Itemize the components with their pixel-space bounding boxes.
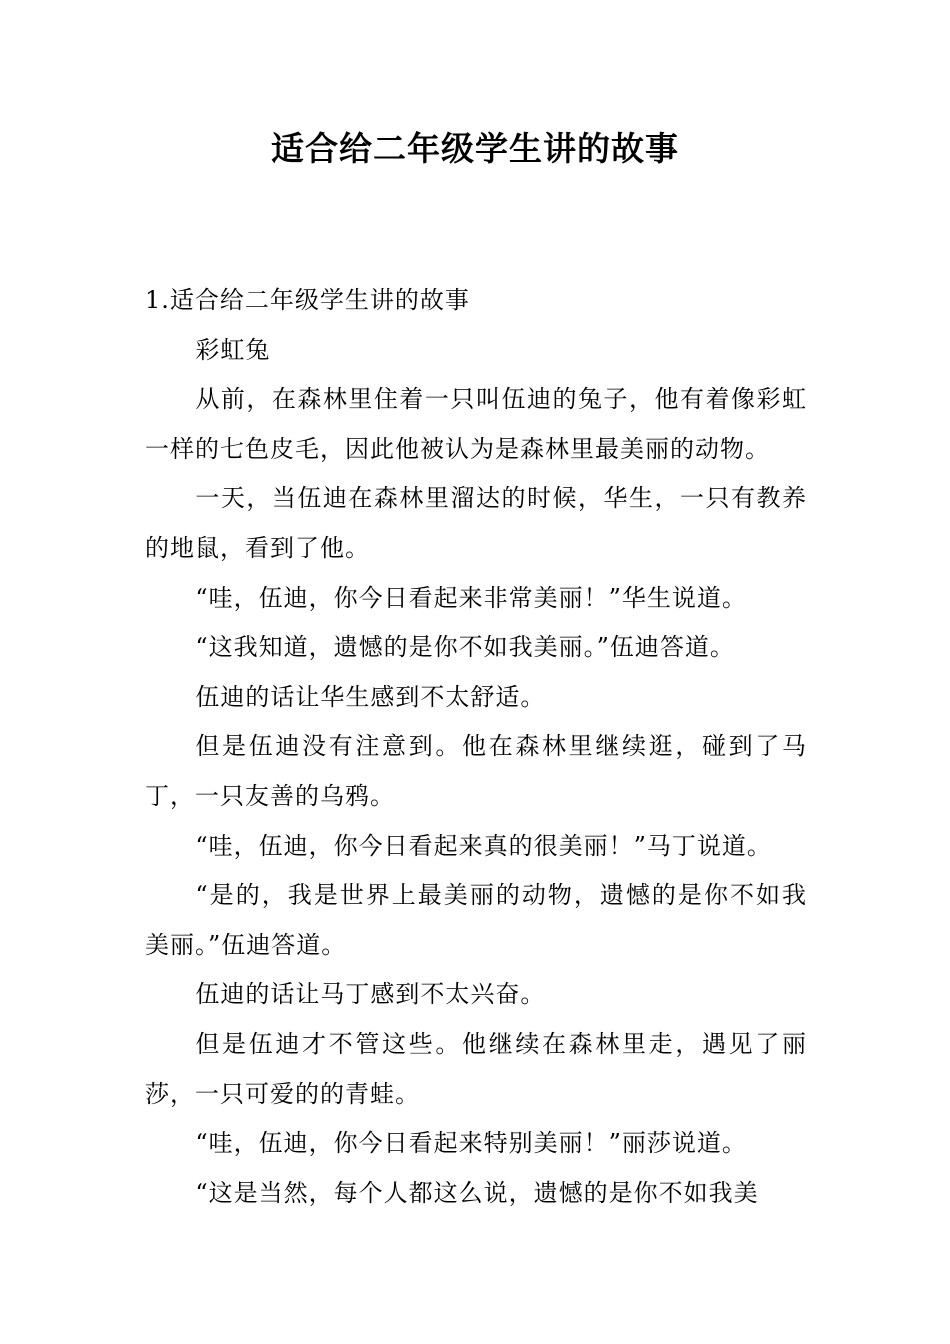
paragraph: “是的，我是世界上最美丽的动物，遗憾的是你不如我美丽。”伍迪答道。: [145, 881, 807, 959]
document-body: [145, 276, 807, 1218]
document-title: 适合给二年级学生讲的故事: [271, 129, 679, 168]
section-heading: 1.适合给二年级学生讲的故事: [145, 286, 470, 314]
story-title: 彩虹兔: [195, 335, 271, 364]
paragraph: 伍迪的话让马丁感到不太兴奋。: [195, 980, 546, 1009]
paragraph: “哇，伍迪，你今日看起来真的很美丽！”马丁说道。: [195, 831, 772, 860]
paragraph: “哇，伍迪，你今日看起来非常美丽！”华生说道。: [195, 583, 747, 612]
paragraph: 伍迪的话让华生感到不太舒适。: [195, 682, 546, 711]
paragraph: “这是当然，每个人都这么说，遗憾的是你不如我美: [195, 1178, 759, 1207]
paragraph: 一天，当伍迪在森林里溜达的时候，华生，一只有教养的地鼠，看到了他。: [145, 484, 807, 562]
paragraph: “这我知道，遗憾的是你不如我美丽。”伍迪答道。: [195, 633, 735, 662]
paragraph: 从前，在森林里住着一只叫伍迪的兔子，他有着像彩虹一样的七色皮毛，因此他被认为是森林里最美丽的动物。: [145, 385, 807, 463]
paragraph: “哇，伍迪，你今日看起来特别美丽！”丽莎说道。: [195, 1129, 747, 1158]
paragraph: 但是伍迪没有注意到。他在森林里继续逛，碰到了马丁，一只友善的乌鸦。: [145, 732, 807, 810]
paragraph: 但是伍迪才不管这些。他继续在森林里走，遇见了丽莎，一只可爱的的青蛙。: [145, 1029, 807, 1108]
